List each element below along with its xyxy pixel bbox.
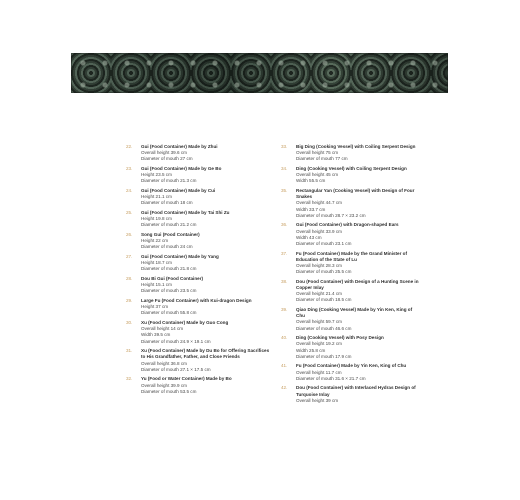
entry-dimension: Width 25.8 cm [296,347,326,353]
entry-title: Fu (Food Container) Made by Yin Ken, King of Chu [296,363,407,369]
catalog-entry [275,144,421,163]
entry-title: Big Ding (Cooking Vessel) with Coiling Serpent Design [296,144,416,149]
entry-dimension: Width 39.5 cm [141,332,171,338]
entry-dimension: Diameter of mouth 28.7 × 23.2 cm [296,212,366,218]
entry-dimension: Overall height 75 cm [296,150,339,156]
entry-title: Ding (Cooking Vessel) with Posy Design [296,335,384,341]
entry-dimension: Overall height 28.3 cm [296,263,342,269]
entry-body [141,144,270,163]
entry-number: 23. [126,166,133,171]
entry-title: Gui (Food Container) Made by Cui [141,188,216,193]
entry-title: Yu (Food or Water Container) Made by Bo [141,376,232,382]
entry-dimension: Width 33.7 cm [296,206,326,212]
entry-title: Dou (Food Container) with Design of a Hunting Scene in Copper Inlay [296,278,419,291]
entry-body [141,232,270,251]
entry-dimension: Diameter of mouth 55.8 cm [141,310,197,316]
entry-number: 30. [126,320,133,325]
entry-dimension: Diameter of mouth 21.8 cm [141,266,197,272]
entry-title: Dou (Food Container) with Interlaced Hydras Design of Turquoise Inlay [296,385,416,397]
catalog-column-right [275,144,421,407]
entry-dimension: Overall height 21.4 cm [296,291,342,297]
entry-number: 24. [126,188,133,193]
entry-title: Gui (Food Container) Made by Zhui [141,144,218,149]
entry-dimension: Overall height 39.9 cm [141,382,187,388]
entry-number: 35. [281,188,288,193]
entry-title: Qiao Ding (Cooking Vessel) Made by Yin Ken, King of Chu [296,307,413,319]
catalog-column-left [120,144,270,398]
entry-dimension: Diameter of mouth 18.5 cm [296,297,352,303]
entry-body [296,166,421,185]
catalog-entry [275,222,421,247]
entry-dimension: Diameter of mouth 17.9 cm [296,353,352,359]
entry-number: 37. [281,250,288,256]
entry-title: Gui (Food Container) Made by Yang [141,254,219,259]
catalog-entry [120,276,270,295]
entry-dimension: Overall height 11.7 cm [296,369,342,375]
catalog-entry [120,348,270,373]
catalog-entry [275,188,421,219]
entry-body [141,320,270,345]
catalog-entry [120,188,270,207]
catalog-entry [275,307,421,332]
entry-dimension: Overall height 44.7 cm [296,200,342,206]
entry-number: 29. [126,298,133,303]
entry-dimension: Diameter of mouth 46.6 cm [296,325,352,331]
entry-dimension: Height 18.7 cm [141,260,172,266]
catalog-entry [120,210,270,229]
entry-dimension: Overall height 14 cm [141,326,184,332]
entry-dimension: Width 55.5 cm [296,178,326,184]
catalog-entry [120,232,270,251]
entry-dimension: Diameter of mouth 18 cm [141,200,193,206]
entry-number: 42. [281,385,288,391]
catalog-entry [275,166,421,185]
entry-number: 41. [281,363,288,369]
entry-title: Gui (Food Container) with Dragon-shaped Ears [296,222,399,228]
entry-title: Large Fu (Food Container) with Kui-dragon Design [141,298,252,303]
entry-dimension: Height 21.1 cm [141,194,172,200]
entry-body [296,335,421,360]
entry-number: 40. [281,335,288,341]
entry-title: Xu (Food Container) Made by Du Bo for Offering Sacrifices to His Grandfather, Father, and Close Friends [141,348,270,360]
catalog-entry [120,144,270,163]
catalog-entry [275,363,421,382]
entry-title: Dou Bi Gui (Food Container) [141,276,204,281]
entry-title: Ding (Cooking Vessel) with Coiling Serpent Design [296,166,407,171]
entry-body [296,279,421,304]
entry-dimension: Diameter of mouth 21.3 cm [141,178,197,184]
entry-dimension: Height 22 cm [141,238,169,244]
entry-body [296,385,421,404]
entry-dimension: Overall height 19.2 cm [296,341,342,347]
catalog-entry [120,320,270,345]
entry-dimension: Diameter of mouth 25.5 cm [296,269,352,275]
entry-number: 38. [281,278,288,284]
entry-dimension: Diameter of mouth 53.5 cm [141,388,197,394]
entry-dimension: Overall height 45 cm [296,172,339,178]
entry-dimension: Overall height 39 cm [296,397,339,403]
entry-body [296,222,421,247]
entry-dimension: Height 23.5 cm [141,172,172,178]
entry-dimension: Height 19.8 cm [141,216,172,222]
catalog-entry [275,251,421,276]
entry-dimension: Overall height 39.6 cm [141,150,187,156]
catalog-entry [120,254,270,273]
entry-dimension: Diameter of mouth 24.9 × 19.1 cm [141,338,211,344]
entry-title: Gui (Food Container) Made by Tai Shi Zu [141,210,230,215]
entry-title: Song Gui (Food Container) [141,232,200,237]
entry-dimension: Diameter of mouth 31.6 × 21.7 cm [296,375,366,381]
catalog-entry [275,335,421,360]
entry-dimension: Diameter of mouth 77 cm [296,156,348,162]
entry-title: Xu (Food Container) Made by Guo Cong [141,320,229,325]
entry-body [141,348,270,373]
bronze-pattern-banner [71,53,448,93]
entry-body [296,144,421,163]
entry-body [296,307,421,332]
entry-dimension: Diameter of mouth 21.2 cm [141,222,197,228]
entry-number: 22. [126,144,133,149]
entry-body [141,188,270,207]
catalog-entry [120,166,270,185]
entry-title: Rectangular Yan (Cooking Vessel) with Design of Four Snakes [296,188,415,200]
entry-dimension: Width 43 cm [296,234,322,240]
entry-dimension: Diameter of mouth 27.1 × 17.5 cm [141,366,211,372]
entry-dimension: Height 15.1 cm [141,282,172,288]
entry-body [296,188,421,219]
entry-body [141,276,270,295]
entry-body [141,254,270,273]
entry-title: Fu (Food Container) Made by the Grand Minister of Education of the State of Lu [296,250,408,262]
catalog-entry [275,385,421,404]
entry-number: 36. [281,222,288,228]
entry-number: 34. [281,166,288,171]
entry-number: 25. [126,210,133,215]
entry-body [296,363,421,382]
entry-dimension: Overall height 59.7 cm [296,319,342,325]
entry-number: 33. [281,144,288,149]
entry-body [296,251,421,276]
entry-dimension: Diameter of mouth 24 cm [141,244,193,250]
entry-dimension: Diameter of mouth 27 cm [141,156,193,162]
entry-dimension: Diameter of mouth 23.5 cm [141,288,197,294]
entry-body [141,210,270,229]
entry-title: Gui (Food Container) Made by Ge Bo [141,166,222,171]
catalog-entry [120,298,270,317]
entry-number: 39. [281,307,288,313]
catalog-entry [275,279,421,304]
entry-number: 28. [126,276,133,281]
entry-dimension: Height 37 cm [141,304,169,310]
entry-number: 26. [126,232,133,237]
entry-dimension: Overall height 33.9 cm [296,228,342,234]
entry-dimension: Diameter of mouth 23.1 cm [296,241,352,247]
entry-body [141,298,270,317]
entry-number: 27. [126,254,133,259]
entry-dimension: Overall height 36.8 cm [141,360,187,366]
entry-number: 31. [126,348,133,354]
catalog-entry [120,376,270,395]
entry-body [141,166,270,185]
entry-number: 32. [126,376,133,382]
entry-body [141,376,270,395]
